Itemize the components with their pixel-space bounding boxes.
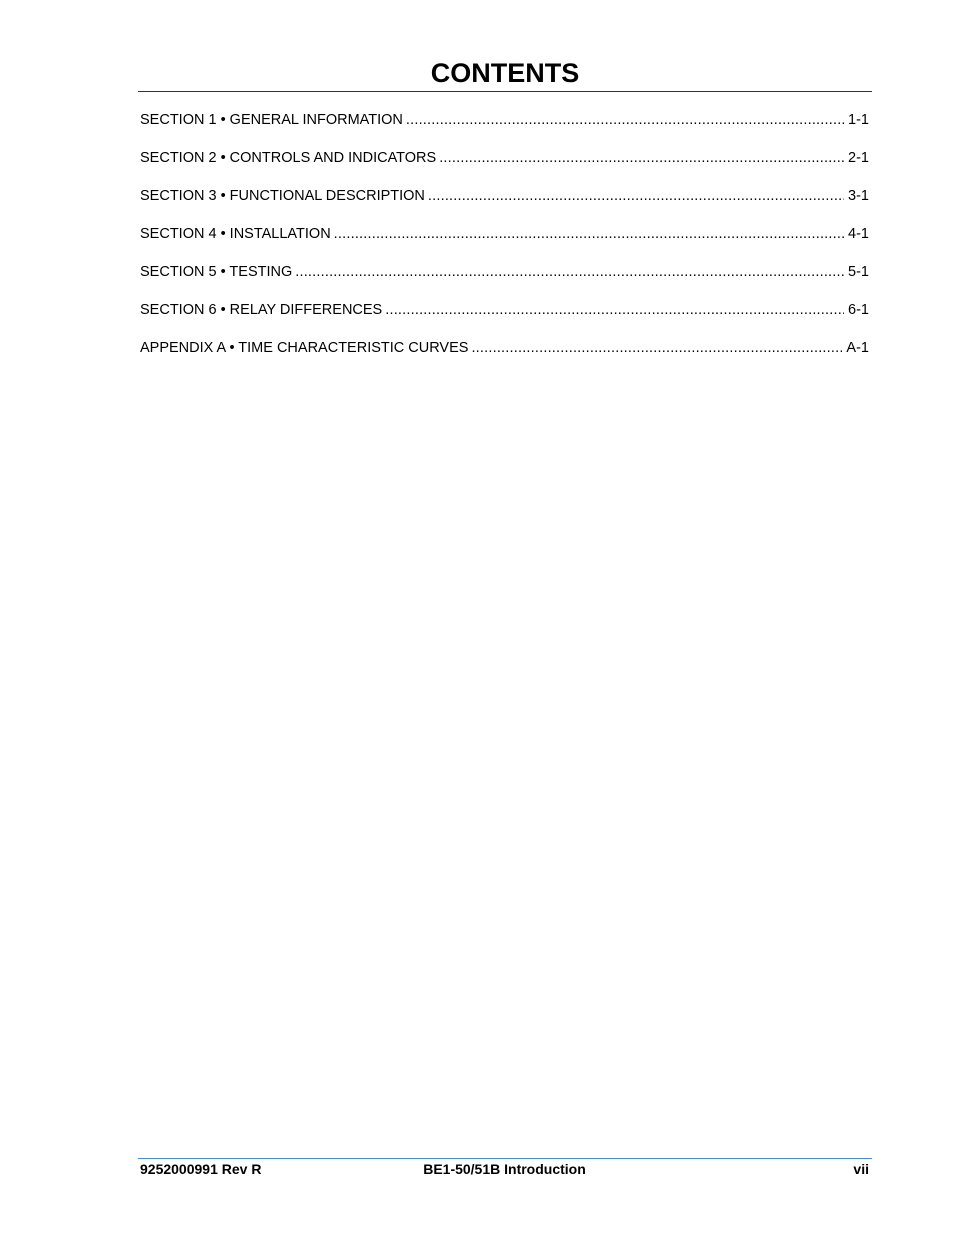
toc-entry-section-3[interactable] bbox=[140, 186, 869, 224]
toc-entry-label: SECTION 2 • CONTROLS AND INDICATORS bbox=[140, 150, 437, 166]
toc-entry-page: 1-1 bbox=[848, 112, 869, 128]
toc-dot-leader bbox=[439, 148, 844, 168]
footer-document-number: 9252000991 Rev R bbox=[140, 1161, 262, 1177]
toc-entry-page: 6-1 bbox=[848, 302, 869, 318]
toc-entry-section-6[interactable] bbox=[140, 300, 869, 338]
footer-document-title: BE1-50/51B Introduction bbox=[423, 1161, 586, 1177]
page-footer bbox=[140, 1160, 869, 1178]
toc-entry-label: SECTION 3 • FUNCTIONAL DESCRIPTION bbox=[140, 188, 425, 204]
footer-divider bbox=[138, 1158, 872, 1159]
toc-entry-appendix-a[interactable] bbox=[140, 338, 869, 376]
toc-dot-leader bbox=[471, 338, 842, 358]
toc-entry-page: 4-1 bbox=[848, 226, 869, 242]
table-of-contents bbox=[140, 110, 869, 376]
toc-dot-leader bbox=[334, 224, 844, 244]
toc-entry-page: 2-1 bbox=[848, 150, 869, 166]
toc-entry-label: APPENDIX A • TIME CHARACTERISTIC CURVES bbox=[140, 340, 469, 356]
title-divider bbox=[138, 91, 872, 92]
toc-entry-label: SECTION 4 • INSTALLATION bbox=[140, 226, 331, 242]
toc-entry-section-4[interactable] bbox=[140, 224, 869, 262]
toc-entry-page: A-1 bbox=[846, 340, 869, 356]
toc-entry-section-2[interactable] bbox=[140, 148, 869, 186]
page-title: CONTENTS bbox=[430, 58, 580, 88]
toc-entry-label: SECTION 1 • GENERAL INFORMATION bbox=[140, 112, 403, 128]
toc-entry-page: 3-1 bbox=[848, 188, 869, 204]
toc-dot-leader bbox=[295, 262, 844, 282]
toc-entry-section-5[interactable] bbox=[140, 262, 869, 300]
footer-page-number: vii bbox=[853, 1161, 869, 1177]
toc-dot-leader bbox=[406, 110, 844, 130]
toc-dot-leader bbox=[385, 300, 844, 320]
toc-dot-leader bbox=[428, 186, 844, 206]
toc-entry-page: 5-1 bbox=[848, 264, 869, 280]
toc-entry-label: SECTION 5 • TESTING bbox=[140, 264, 293, 280]
toc-entry-section-1[interactable] bbox=[140, 110, 869, 148]
toc-entry-label: SECTION 6 • RELAY DIFFERENCES bbox=[140, 302, 383, 318]
